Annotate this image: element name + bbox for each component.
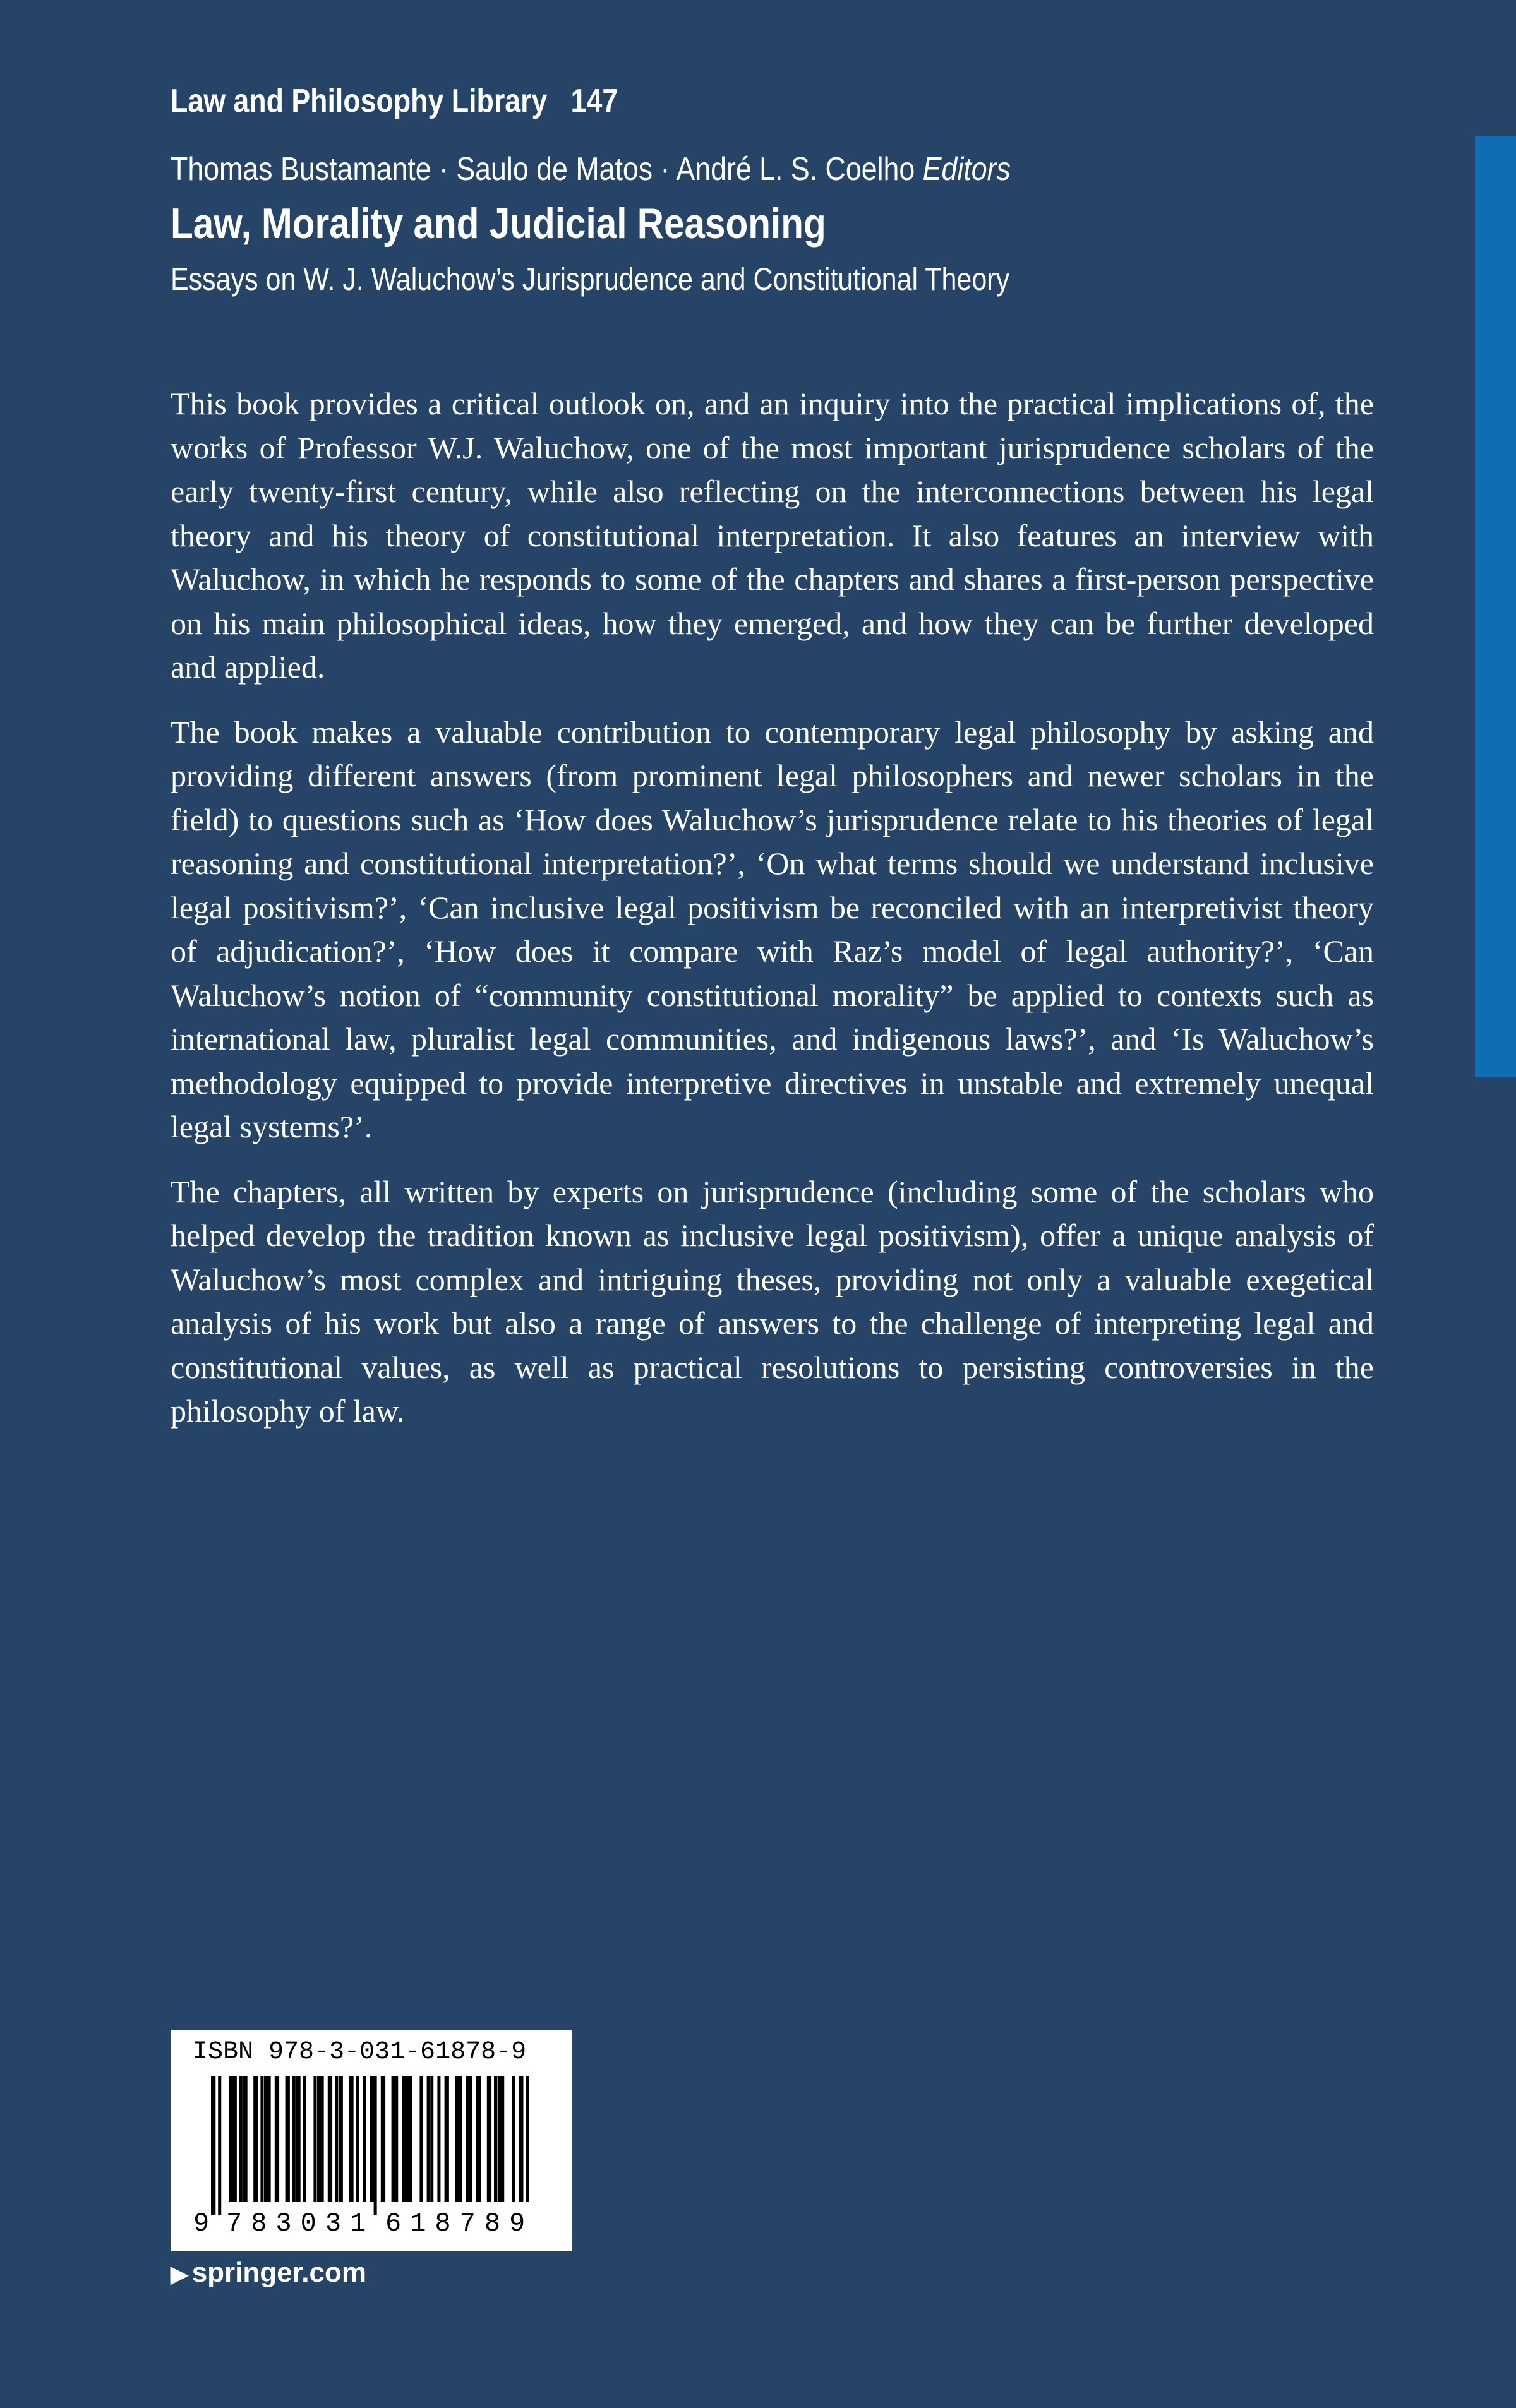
barcode-bar [296, 2076, 300, 2202]
barcode-digits-right: 618789 [385, 2208, 534, 2239]
editors-line [171, 150, 1011, 188]
barcode-bar [519, 2076, 523, 2202]
barcode-bar [292, 2076, 296, 2202]
barcode-bar [381, 2076, 385, 2202]
barcode-bar [260, 2076, 263, 2202]
barcode-bar [526, 2076, 529, 2202]
blurb [171, 382, 1374, 1454]
barcode-bar [512, 2076, 515, 2202]
barcode-digit-lead: 9 [193, 2208, 210, 2239]
barcode-bar [356, 2076, 359, 2202]
barcode-bar [328, 2076, 332, 2202]
barcode-bar [243, 2076, 247, 2202]
barcode-bar [363, 2076, 366, 2202]
barcode-bar [406, 2076, 409, 2202]
barcode-bar [349, 2076, 353, 2202]
barcode-bar [275, 2076, 279, 2202]
barcode-bar [487, 2076, 491, 2202]
barcode-bar [459, 2076, 462, 2202]
barcode-bar [419, 2076, 423, 2202]
publisher-url: springer.com [191, 2257, 366, 2288]
series-number: 147 [570, 83, 618, 119]
barcode-bar [211, 2076, 215, 2215]
blurb-paragraph: The book makes a valuable contribution to contemporary legal philosophy by asking and providing different answers (from prominent legal philosophers and newer scholars in the field) to questions such as ‘How does Waluchow’s jurisprudence relate to his theories of legal reasoning and constitutional interpretation?’, ‘On what terms should we understand inclusive legal positivism?’, ‘Can inclusive legal positivism be reconciled with an interpretivist theory of adjudication?’, ‘How does it compare with Raz’s model of legal authority?’, ‘Can Waluchow’s notion of “community constitutional morality” be applied to contexts such as international law, pluralist legal communities, and indigenous laws?’, and ‘Is Waluchow’s methodology equipped to provide interpretive directives in unstable and extremely unequal legal systems?’. [171, 714, 1374, 1144]
barcode-bar [501, 2076, 504, 2202]
barcode-bar [339, 2076, 343, 2202]
barcode-bar [232, 2076, 237, 2202]
play-arrow-icon: ▶ [171, 2261, 188, 2287]
barcode-bar [494, 2076, 497, 2202]
barcode-bar [239, 2076, 243, 2202]
spine-color-tab [1475, 136, 1516, 1077]
barcode-bar [335, 2076, 338, 2202]
barcode-bar [303, 2076, 306, 2202]
blurb-paragraph: This book provides a critical outlook on, and an inquiry into the practical implications of, the works of Professor W.J. Waluchow, one of the most important jurisprudence scholars of the early twenty-first century, while also reflecting on the interconnections between his legal theory and his theory of constitutional interpretation. It also features an interview with Waluchow, in which he responds to some of the chapters and shares a first-person perspective on his main philosophical ideas, how they emerged, and how they can be further developed and applied. [171, 386, 1374, 685]
blurb-paragraph: The chapters, all written by experts on jurisprudence (including some of the scholars who helped develop the tradition known as inclusive legal positivism), offer a unique analysis of Waluchow’s most complex and intriguing theses, providing not only a valuable exegetical analysis of his work but also a range of answers to the challenge of interpreting legal and constitutional values, as well as practical resolutions to persisting controversies in the philosophy of law. [171, 1173, 1374, 1429]
barcode-bar [218, 2076, 221, 2215]
barcode-bar [430, 2076, 433, 2202]
barcode-bar [395, 2076, 398, 2202]
barcode-bar [229, 2076, 232, 2202]
book-subtitle: Essays on W. J. Waluchow’s Jurisprudence and Constitutional Theory [171, 261, 1010, 297]
book-title: Law, Morality and Judicial Reasoning [171, 200, 826, 248]
barcode-box [171, 2030, 572, 2251]
barcode-digits-left: 783031 [226, 2208, 375, 2239]
isbn-label: ISBN 978-3-031-61878-9 [193, 2038, 527, 2066]
barcode-bar [321, 2076, 324, 2202]
barcode-bar [427, 2076, 430, 2202]
barcode-bar [313, 2076, 316, 2202]
barcode-bar [476, 2076, 481, 2202]
barcode-bar [409, 2076, 412, 2202]
barcode-bar [445, 2076, 449, 2202]
barcode-bar [253, 2076, 258, 2202]
editors-role: Editors [922, 151, 1011, 188]
series-name: Law and Philosophy Library [171, 83, 548, 119]
barcode-bar [268, 2076, 271, 2202]
editor-names: Thomas Bustamante · Saulo de Matos · André L. S. Coelho [171, 151, 915, 188]
barcode-bar [469, 2076, 472, 2202]
barcode-bar [437, 2076, 440, 2202]
barcode-bar [286, 2076, 290, 2202]
barcode-bar [374, 2076, 377, 2215]
series-line [171, 82, 618, 120]
publisher-link[interactable] [171, 2257, 366, 2289]
